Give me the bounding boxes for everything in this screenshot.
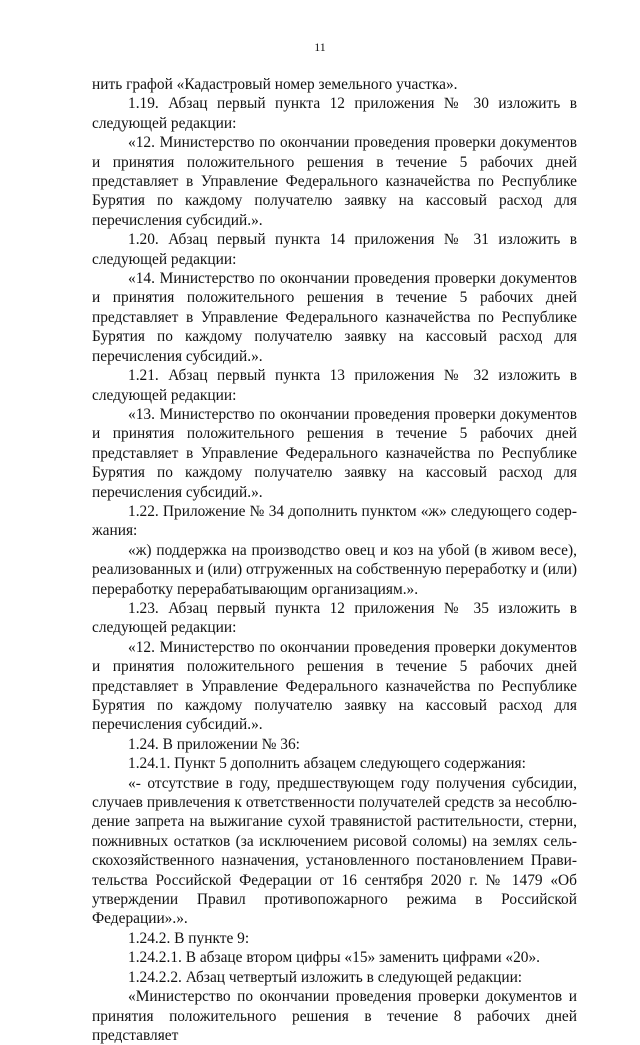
paragraph: 1.22. Приложение № 34 дополнить пунктом «ж» следующего содержания: [92,502,577,540]
paragraph: 1.24.2. В пункте 9: [128,929,250,947]
paragraph: 1.19. Абзац первый пункта 12 приложения № 30 изложить в следующей редакции: [92,95,577,132]
paragraph: 1.21. Абзац первый пункта 13 приложения № 32 изложить в следующей редакции: [92,367,577,404]
paragraph: «Министерство по окончании проведения проверки документов и принятия положительного решения в течение 8 рабочих дней представляет [92,988,577,1044]
paragraph: 1.24.1. Пункт 5 дополнить абзацем следующего содержания: [128,755,526,773]
paragraph: 1.24. В приложении № 36: [128,735,300,753]
paragraph: 1.24.2.2. Абзац четвертый изложить в следующей редакции: [128,968,523,986]
paragraph: 1.23. Абзац первый пункта 12 приложения № 35 изложить в следующей редакции: [92,599,577,637]
paragraph: 1.20. Абзац первый пункта 14 приложения № 31 изложить в следующей редакции: [92,231,577,268]
paragraph: нить графой «Кадастровый номер земельного участка». [92,76,458,93]
paragraph: «13. Министерство по окончании проведения проверки документов и принятия положительного решения в течение 5 рабочих дней представляет в Управление Федерального казначейства по Республике Бурятия по каждому получателю заявку на кассовый расход для перечисления субсидий.». [92,405,577,501]
paragraph: «- отсутствие в году, предшествующем году получения субсидии, случаев привлечения к ответственности получателей средств за несоблюдение запрета на выжигание сухой травянистой растительности, стерни, пожнивных остатков (за исключением рисовой соломы) на землях сельскохозяйственного назначения, установленного постановлением Правительства Российской Федерации от 16 сентября 2020 г. № 1479 «Об утверждении Правил противопожарного режима в Российской Федерации».». [92,774,577,928]
document-body [92,75,577,1045]
paragraph: «12. Министерство по окончании проведения проверки документов и принятия положительного решения в течение 5 рабочих дней представляет в Управление Федерального казначейства по Республике Бурятия по каждому получателю заявку на кассовый расход для перечисления субсидий.». [92,134,577,229]
paragraph: «ж) поддержка на производство овец и коз на убой (в живом весе), реализованных и (или) отгруженных на собственную переработку и (или) переработку перерабатывающим организациям.». [92,541,577,598]
paragraph: 1.24.2.1. В абзаце втором цифры «15» заменить цифрами «20». [128,949,541,967]
page-number: 11 [314,40,326,54]
paragraph: «14. Министерство по окончании проведения проверки документов и принятия положительного решения в течение 5 рабочих дней представляет в Управление Федерального казначейства по Республике Бурятия по каждому получателю заявку на кассовый расход для перечисления субсидий.». [92,270,577,365]
paragraph: «12. Министерство по окончании проведения проверки документов и принятия положительного решения в течение 5 рабочих дней представляет в Управление Федерального казначейства по Республике Бурятия по каждому получателю заявку на кассовый расход для перечисления субсидий.». [92,638,577,734]
